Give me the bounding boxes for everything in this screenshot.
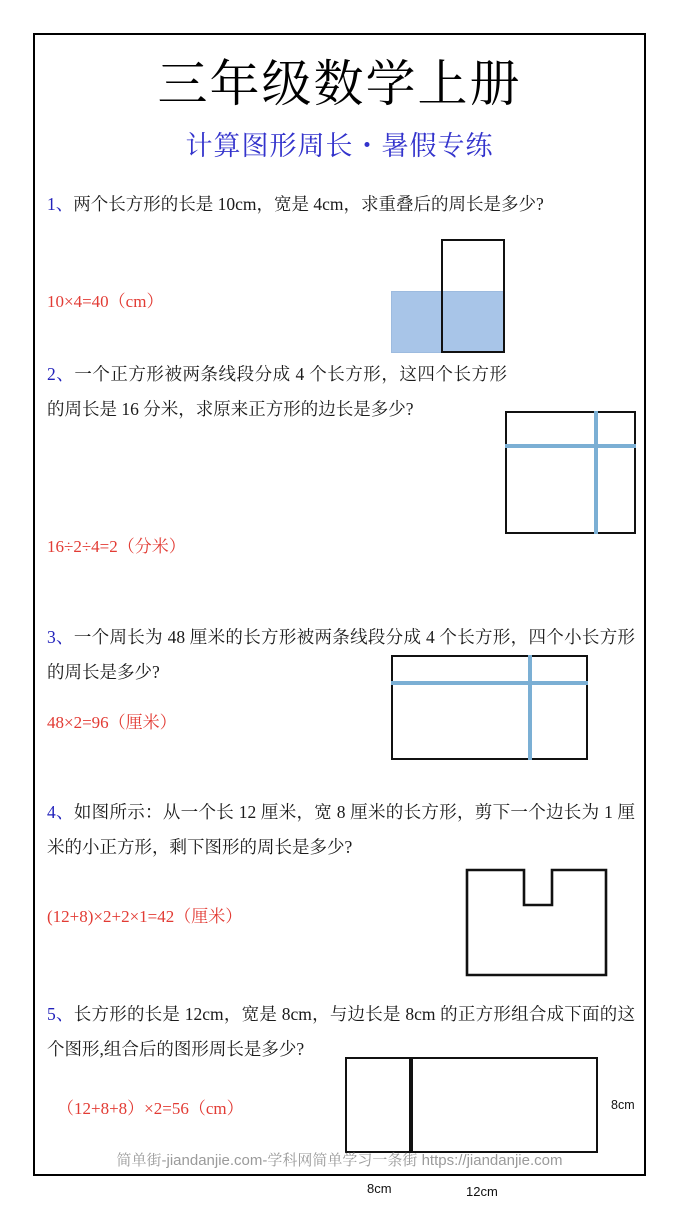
question-4-answer: (12+8)×2+2×1=42（厘米） bbox=[47, 907, 243, 926]
watermark-text: 简单街-jiandanjie.com-学科网简单学习一条街 https://jiandanjie.com bbox=[116, 1152, 563, 1169]
figure3-horizontal-divider bbox=[391, 681, 588, 685]
figure2-square bbox=[505, 411, 636, 534]
page-title: 三年级数学上册 bbox=[157, 56, 522, 112]
figure5-bottom-left-dimension: 8cm bbox=[367, 1181, 392, 1196]
figure5-right-dimension: 8cm bbox=[611, 1098, 635, 1112]
question-4-number: 4、 bbox=[47, 802, 74, 822]
question-2-answer: 16÷2÷4=2（分米） bbox=[47, 537, 186, 556]
question-5-answer: （12+8+8）×2=56（cm） bbox=[57, 1099, 244, 1118]
question-5-body: 长方形的长是 12cm，宽是 8cm，与边长是 8cm 的正方形组合成下面的这个图形,组合后的图形周长是多少? bbox=[47, 1004, 636, 1059]
question-2-number: 2、 bbox=[47, 364, 75, 384]
figure-notched-rectangle bbox=[465, 865, 615, 980]
question-3-answer: 48×2=96（厘米） bbox=[47, 713, 177, 732]
figure3-rectangle bbox=[391, 655, 588, 760]
figure4-svg bbox=[465, 865, 615, 980]
figure3-vertical-divider bbox=[528, 655, 532, 760]
question-2-body: 一个正方形被两条线段分成 4 个长方形，这四个长方形的周长是 16 分米，求原来正方形的边长是多少? bbox=[47, 364, 508, 419]
question-3-body: 一个周长为 48 厘米的长方形被两条线段分成 4 个长方形，四个小长方形的周长是多少? bbox=[47, 627, 636, 682]
figure2-horizontal-divider bbox=[505, 444, 636, 448]
figure5-inner-divider bbox=[409, 1057, 413, 1153]
page-subtitle: 计算图形周长・暑假专练 bbox=[185, 131, 494, 161]
question-1-body: 两个长方形的长是 10cm，宽是 4cm，求重叠后的周长是多少? bbox=[73, 194, 544, 214]
question-3-number: 3、 bbox=[47, 627, 74, 647]
question-1-answer: 10×4=40（cm） bbox=[47, 292, 164, 311]
figure5-bottom-right-dimension: 12cm bbox=[466, 1184, 498, 1199]
question-4-text bbox=[47, 795, 635, 865]
figure1-outlined-rectangle-top bbox=[441, 239, 505, 353]
figure2-vertical-divider bbox=[594, 411, 598, 534]
worksheet-page bbox=[33, 33, 646, 1176]
figure5-combined-outline bbox=[345, 1057, 598, 1153]
question-4-body: 如图所示：从一个长 12 厘米，宽 8 厘米的长方形，剪下一个边长为 1 厘米的小正方形，剩下图形的周长是多少? bbox=[47, 802, 636, 857]
question-2-text bbox=[47, 357, 507, 427]
question-1-number: 1、 bbox=[47, 194, 74, 214]
question-5-number: 5、 bbox=[47, 1004, 74, 1024]
question-1-text bbox=[47, 187, 635, 222]
figure4-notched-outline bbox=[467, 870, 606, 975]
